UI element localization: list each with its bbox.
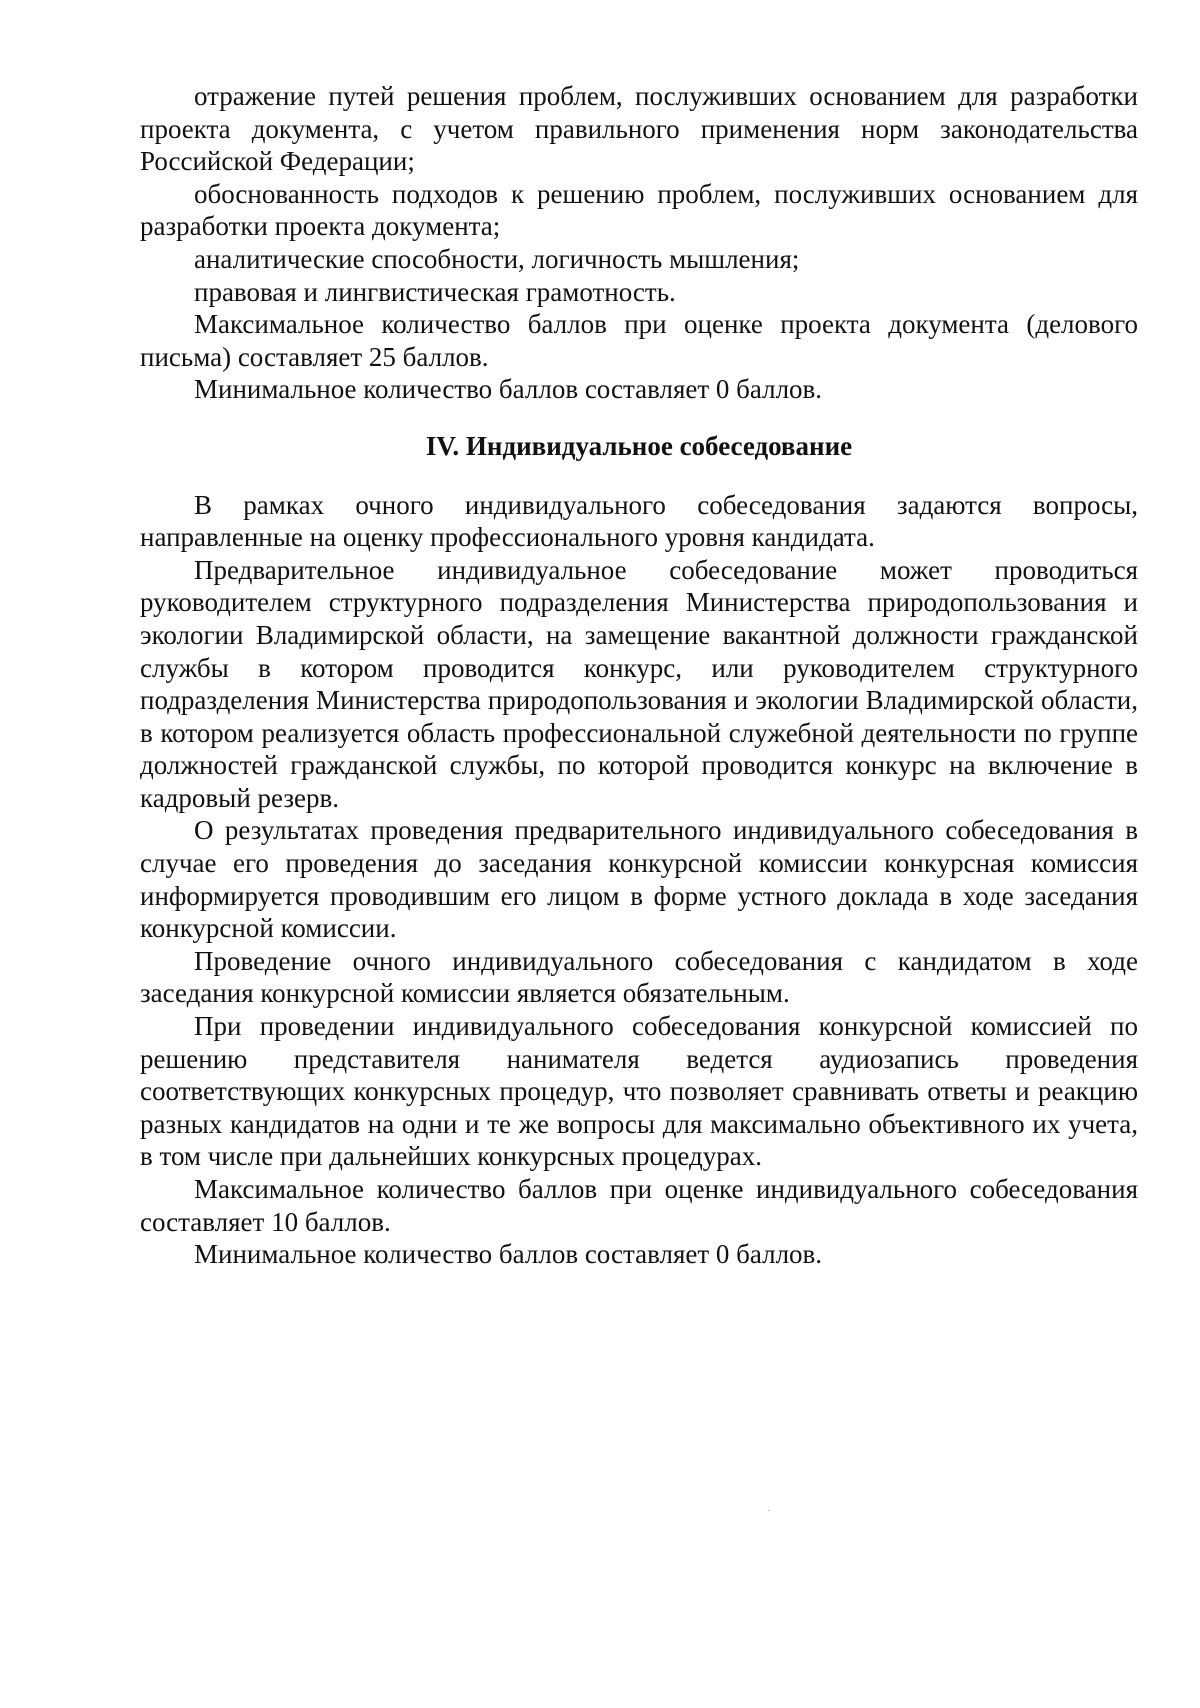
paragraph-max-score-interview: Максимальное количество баллов при оценке индивидуального собеседования составляет 10 баллов.	[140, 1174, 1138, 1237]
paragraph-preliminary-interview: Предварительное индивидуальное собеседование может проводиться руководителем структурного подразделения Министерства природопользования и экологии Владимирской области, на замещение вакантной должности гражданской службы в котором проводится конкурс, или руководителем структурного подразделения Министерства природопользования и экологии Владимирской области, в котором реализуется область профессиональной служебной деятельности по группе должностей гражданской службы, по которой проводится конкурс на включение в кадровый резерв.	[140, 554, 1138, 813]
paragraph-approach-validity: обоснованность подходов к решению проблем, послуживших основанием для разработки проекта документа;	[140, 178, 1138, 242]
document-body	[140, 80, 1138, 1271]
paragraph-problem-solutions: отражение путей решения проблем, послуживших основанием для разработки проекта документа, с учетом правильного применения норм законодательства Российской Федерации;	[140, 81, 1138, 177]
paragraph-interview-results: О результатах проведения предварительного индивидуального собеседования в случае его проведения до заседания конкурсной комиссии конкурсная комиссия информируется проводившим его лицом в форме устного доклада в ходе заседания конкурсной комиссии.	[140, 815, 1138, 944]
section-heading: IV. Индивидуальное собеседование	[425, 430, 853, 461]
paragraph-min-score-letter: Минимальное количество баллов составляет 0 баллов.	[194, 374, 823, 405]
scan-speck	[768, 1510, 770, 1511]
paragraph-analytical-skills: аналитические способности, логичность мышления;	[194, 243, 800, 274]
paragraph-interview-mandatory: Проведение очного индивидуального собеседования с кандидатом в ходе заседания конкурсной комиссии является обязательным.	[140, 945, 1138, 1009]
paragraph-min-score-interview: Минимальное количество баллов составляет 0 баллов.	[194, 1239, 823, 1270]
paragraph-interview-questions: В рамках очного индивидуального собеседования задаются вопросы, направленные на оценку профессионального уровня кандидата.	[140, 489, 1138, 553]
paragraph-max-score-letter: Максимальное количество баллов при оценке проекта документа (делового письма) составляет 25 баллов.	[140, 309, 1138, 372]
paragraph-audio-recording: При проведении индивидуального собеседования конкурсной комиссией по решению представителя нанимателя ведется аудиозапись проведения соответствующих конкурсных процедур, что позволяет сравнивать ответы и реакцию разных кандидатов на одни и те же вопросы для максимально объективного их учета, в том числе при дальнейших конкурсных процедурах.	[140, 1011, 1138, 1172]
paragraph-literacy: правовая и лингвистическая грамотность.	[194, 276, 676, 307]
